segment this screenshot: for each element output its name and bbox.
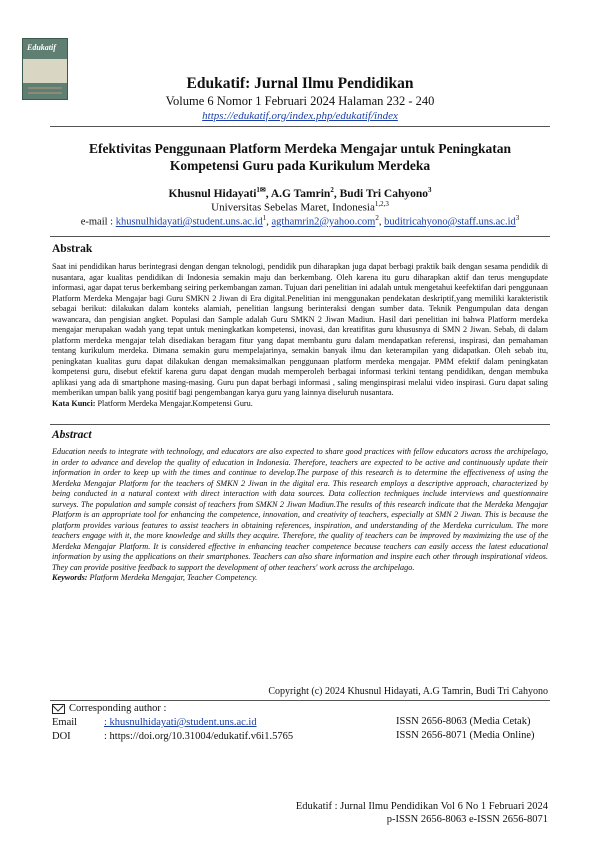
- cover-line: [28, 92, 62, 94]
- corresponding-email-row: [52, 716, 257, 729]
- author-name: , Budi Tri Cahyono: [333, 187, 428, 200]
- footer-issn-line: p-ISSN 2656-8063 e-ISSN 2656-8071: [386, 814, 548, 825]
- title-line: Kompetensi Guru pada Kurikulum Merdeka: [169, 158, 431, 173]
- title-line: Efektivitas Penggunaan Platform Merdeka Mengajar untuk Peningkatan: [88, 141, 511, 156]
- envelope-icon: [52, 704, 65, 714]
- abstract-text: Education needs to integrate with technology, and educators are also expected to share good practices with fellow educators across the archipelago, in order to advance and develop the quality of education in Indonesia. Therefore, teachers are expected to be active and continuously update their information in order to keep up with the times and continue to develop.The purpose of this research is to determine the effectiveness of using the Merdeka Mengajar Platform for the teachers of SMKN 2 Jiwan in the digital era. This research employs a descriptive approach, characterized by being conducted in a natural context with direct interaction with data sources. Data collection techniques include interviews and questionnaire surveys. The population and sample consist of teachers from SMKN 2 Jiwan Madiun.The results of this research indicate that the Merdeka Mengajar Platform is an appropriate tool for enhancing the competence, innovation, and creativity of teachers, especially at SMN 2 Jiwan. This is because the platform provides various features to assist teachers in obtaining references, inspiration, and understanding of the Merdeka curriculum. The more teachers engage with it, the more knowledge and skills they acquire. Therefore, the quality of teachers can be improved by maximizing the use of the Merdeka Mengajar Platform. It is considered effective in enhancing teacher competence because teachers can easily access the latest educational information by using the applications on their smartphones. Teachers can also share information and inspire each other through inspirational videos. They can provide positive feedback to support the development of other teachers' work across the archipelago.: [52, 447, 548, 572]
- abstract-heading: Abstract: [52, 429, 92, 441]
- keywords-text: Platform Merdeka Mengajar, Teacher Competency.: [87, 573, 258, 582]
- doi-row: [52, 730, 293, 743]
- author-name: , A.G Tamrin: [265, 187, 331, 200]
- author-sup: 3: [428, 186, 432, 194]
- header-divider: [50, 126, 550, 127]
- email-link[interactable]: khusnulhidayati@student.uns.ac.id: [115, 216, 263, 228]
- affiliation-text: Universitas Sebelas Maret, Indonesia: [211, 201, 375, 214]
- cover-line: [28, 87, 62, 89]
- author-list: [60, 186, 540, 200]
- cover-title: Edukatif: [27, 43, 56, 52]
- keywords-label: Kata Kunci:: [52, 398, 96, 408]
- issn-print: ISSN 2656-8063 (Media Cetak): [396, 716, 531, 727]
- abstrak-text: Saat ini pendidikan harus berintegrasi dengan dengan teknologi, pendidik pun diharapkan juga dapat berbagi praktik baik dengan sesama pendidik di nusantara, agar kualitas pendidikan di Indonesia semakin maju dan berkembang. Oleh karena itu guru diharapkan aktif dan terus mengupdate informasi, agar dapat terus berkembang seiring perkembangan zaman. Tujuan dari penelitian ini adalah untuk mengetahui keefektifan dari penggunaan Platform Merdeka Mengajar bagi Guru SMKN 2 Jiwan di Era digital.Penelitian ini menggunakan pendekatan deskriptif,yang memiliki karakteristik sebagai berikut: dilakukan dalam konteks alamiah, penelitian langsung berinteraksi dengan sumber data. Teknik Pengumpulan data dengan wawancara, dan pengisian angket. Populasi dan Sample adalah Guru SMKN 2 Jiwan Madiun. Hasil dari penelitian ini bahwa Platform merdeka mengajar merupakan wadah yang tepat untuk meningkatkan kompetensi, inovasi, dan kreatifitas guru khususnya di SMN 2 Jiwan. Sebab, di dalam platform merdeka mengajar telah disediakan beragam fitur yang dapat membantu guru dalam mendapatkan referensi, inspirasi, dan pemahaman tentang kurikulum merdeka. Dimana semakin guru mempelajarinya, semakin banyak ilmu dan keterampilan yang didapatkan. Oleh sebab itu, peningkatan kualitas guru dapat dilakukan dengan memaksimalkan penggunaan platform merdeka mengajar. PMM efektif dalam peningkatan kompetensi guru, disebut efektif karena guru dapat dengan mudah memperoleh berbagai informasi terkini tentang pendidikan, dengan membuka aplikasi yang ada di smartphone masing-masing. Guru pun dapat berbagi informasi , saling menginspirasi melalui video inspirasi. Guru dapat saling memberikan umpan balik yang positif bagi pengembangan karya guru yang lainnya diseluruh nusantara.: [52, 262, 548, 397]
- journal-header: [80, 74, 520, 124]
- email-sup: 1: [262, 214, 267, 222]
- author-name: Khusnul Hidayati: [168, 187, 257, 200]
- abstract-keywords: [52, 573, 257, 582]
- email-sup: 2: [375, 214, 379, 222]
- footer-journal-line: Edukatif : Jurnal Ilmu Pendidikan Vol 6 No 1 Februari 2024: [295, 801, 548, 812]
- copyright-notice: Copyright (c) 2024 Khusnul Hidayati, A.G Tamrin, Budi Tri Cahyono: [268, 686, 548, 697]
- cover-band: [23, 59, 67, 83]
- doi-link[interactable]: : https://doi.org/10.31004/edukatif.v6i1.5765: [104, 731, 294, 742]
- corresponding-email-link[interactable]: : khusnulhidayati@student.uns.ac.id: [104, 717, 257, 728]
- correspondence-divider: [50, 700, 550, 701]
- journal-cover-thumbnail: [22, 38, 68, 100]
- author-sup: 2: [330, 186, 334, 194]
- abstrak-keywords: [52, 399, 253, 408]
- keywords-text: Platform Merdeka Mengajar.Kompetensi Guru.: [95, 398, 253, 408]
- author-sup: 1✉: [256, 186, 266, 194]
- author-emails: e-mail : $khusnulhidayati@student.uns.ac.id^1$, agthamrin2@yahoo.com$^2$, $buditricahyono@staff.uns.ac.id^3$: [80, 214, 520, 228]
- email-sup: 3: [515, 214, 520, 222]
- abstract-top-divider: [50, 236, 550, 237]
- issn-online: ISSN 2656-8071 (Media Online): [396, 730, 535, 741]
- email-link[interactable]: buditricahyono@staff.uns.ac.id: [384, 216, 516, 228]
- article-title: [60, 140, 540, 174]
- keywords-label: Keywords:: [52, 573, 88, 582]
- journal-url-link[interactable]: https://edukatif.org/index.php/edukatif/index: [202, 110, 398, 122]
- volume-info: Volume 6 Nomor 1 Februari 2024 Halaman 232 - 240: [165, 94, 435, 108]
- affiliation: [60, 200, 540, 214]
- email-label: e-mail :: [80, 216, 116, 228]
- abstrak-body: [52, 262, 548, 409]
- abstract-mid-divider: [50, 424, 550, 425]
- corresponding-author-heading: [52, 702, 166, 715]
- affiliation-sup: 1,2,3: [374, 200, 389, 208]
- abstract-body: [52, 447, 548, 584]
- journal-name: Edukatif: Jurnal Ilmu Pendidikan: [186, 75, 414, 92]
- doi-label: DOI: [52, 731, 71, 742]
- email-row-label: Email: [52, 717, 78, 728]
- page-footer: [296, 800, 548, 826]
- corresponding-label: Corresponding author :: [69, 703, 167, 714]
- abstrak-heading: Abstrak: [52, 243, 93, 255]
- email-link[interactable]: agthamrin2@yahoo.com: [271, 216, 376, 228]
